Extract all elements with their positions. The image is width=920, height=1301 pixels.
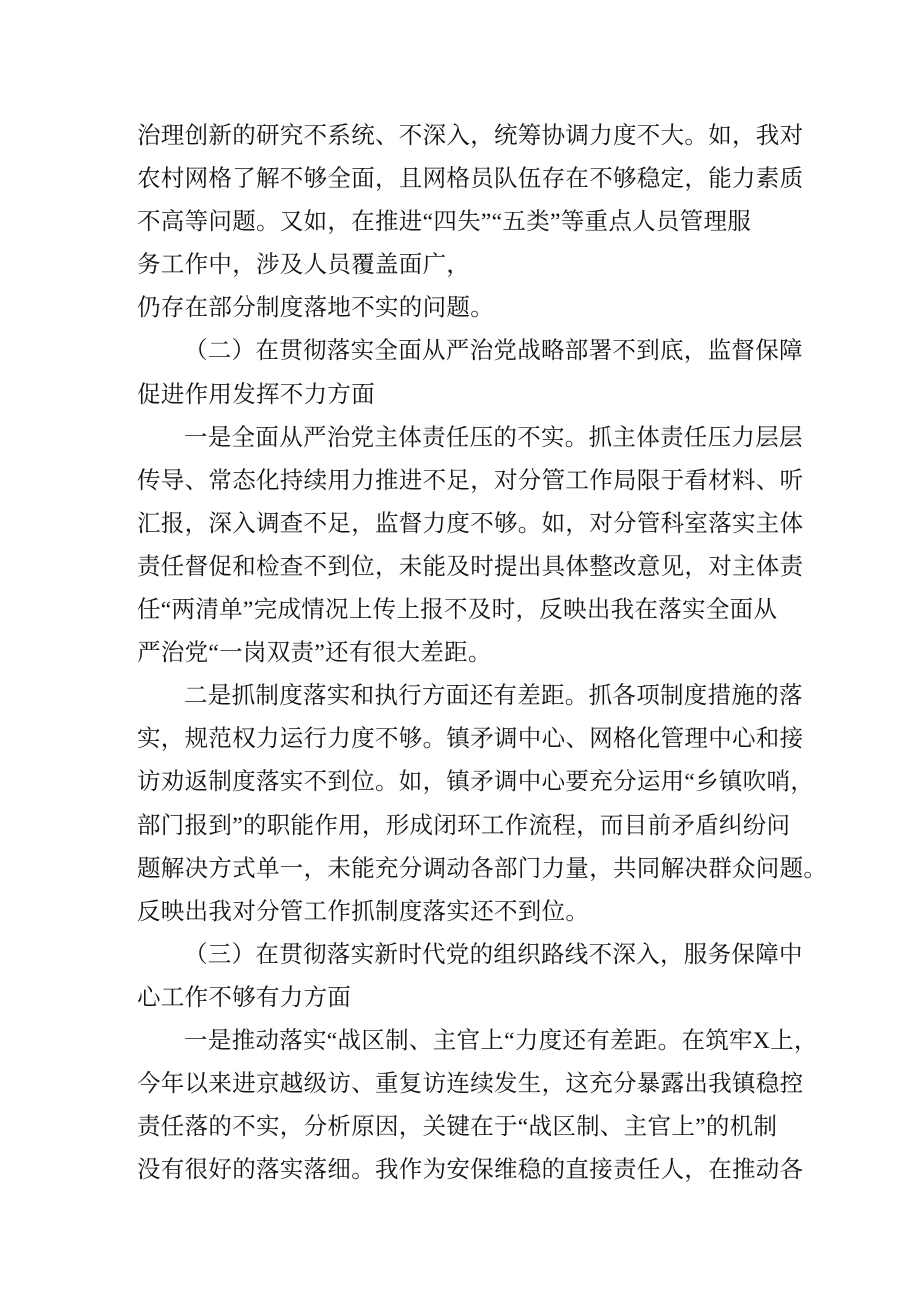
- document-text-block: [137, 115, 828, 1192]
- text-line: 一是全面从严治党主体责任压的不实。抓主体责任压力层层: [184, 424, 803, 451]
- text-line: 不高等问题。又如，在推进“四失”“五类”等重点人员管理服: [137, 209, 752, 236]
- text-line: 今年以来进京越级访、重复访连续发生，这充分暴露出我镇稳控: [137, 1071, 804, 1098]
- section-heading-line: 促进作用发挥不力方面: [137, 381, 375, 408]
- text-line: 严治党“一岗双责”还有很大差距。: [137, 640, 492, 667]
- text-line: 部门报到”的职能作用，形成闭环工作流程，而目前矛盾纠纷问: [137, 812, 791, 839]
- text-line: 治理创新的研究不系统、不深入，统筹协调力度不大。如，我对: [137, 123, 804, 149]
- text-line: 汇报，深入调查不足，监督力度不够。如，对分管科室落实主体: [137, 510, 804, 537]
- text-line: 传导、常态化持续用力推进不足，对分管工作局限于看材料、听: [137, 467, 804, 494]
- text-line: 农村网格了解不够全面，且网格员队伍存在不够稳定，能力素质: [137, 166, 804, 193]
- text-line: 反映出我对分管工作抓制度落实还不到位。: [137, 898, 590, 925]
- text-line: 一是推动落实“战区制、主官上“力度还有差距。在筑牢X上，: [184, 1027, 818, 1054]
- text-line: 访劝返制度落实不到位。如，镇矛调中心要充分运用“乡镇吹哨，: [137, 769, 815, 796]
- text-line: 务工作中，涉及人员覆盖面广，: [137, 252, 471, 279]
- section-heading-line: 心工作不够有力方面: [137, 984, 352, 1011]
- text-line: 实，规范权力运行力度不够。镇矛调中心、网格化管理中心和接: [137, 726, 804, 753]
- section-heading-line: （三）在贯彻落实新时代党的组织路线不深入，服务保障中: [184, 941, 803, 968]
- text-line: 责任督促和检查不到位，未能及时提出具体整改意见，对主体责: [137, 553, 804, 580]
- text-line: 没有很好的落实落细。我作为安保维稳的直接责任人，在推动各: [137, 1157, 804, 1184]
- text-line: 二是抓制度落实和执行方面还有差距。抓各项制度措施的落: [184, 683, 803, 710]
- text-line: 题解决方式单一，未能充分调动各部门力量，共同解决群众问题。: [137, 855, 828, 882]
- text-line: 责任落的不实，分析原因，关键在于“战区制、主官上”的机制: [137, 1114, 778, 1141]
- section-heading-line: （二）在贯彻落实全面从严治党战略部署不到底，监督保障: [184, 338, 803, 365]
- text-line: 任“两清单”完成情况上传上报不及时，反映出我在落实全面从: [137, 597, 778, 624]
- text-line: 仍存在部分制度落地不实的问题。: [137, 295, 494, 322]
